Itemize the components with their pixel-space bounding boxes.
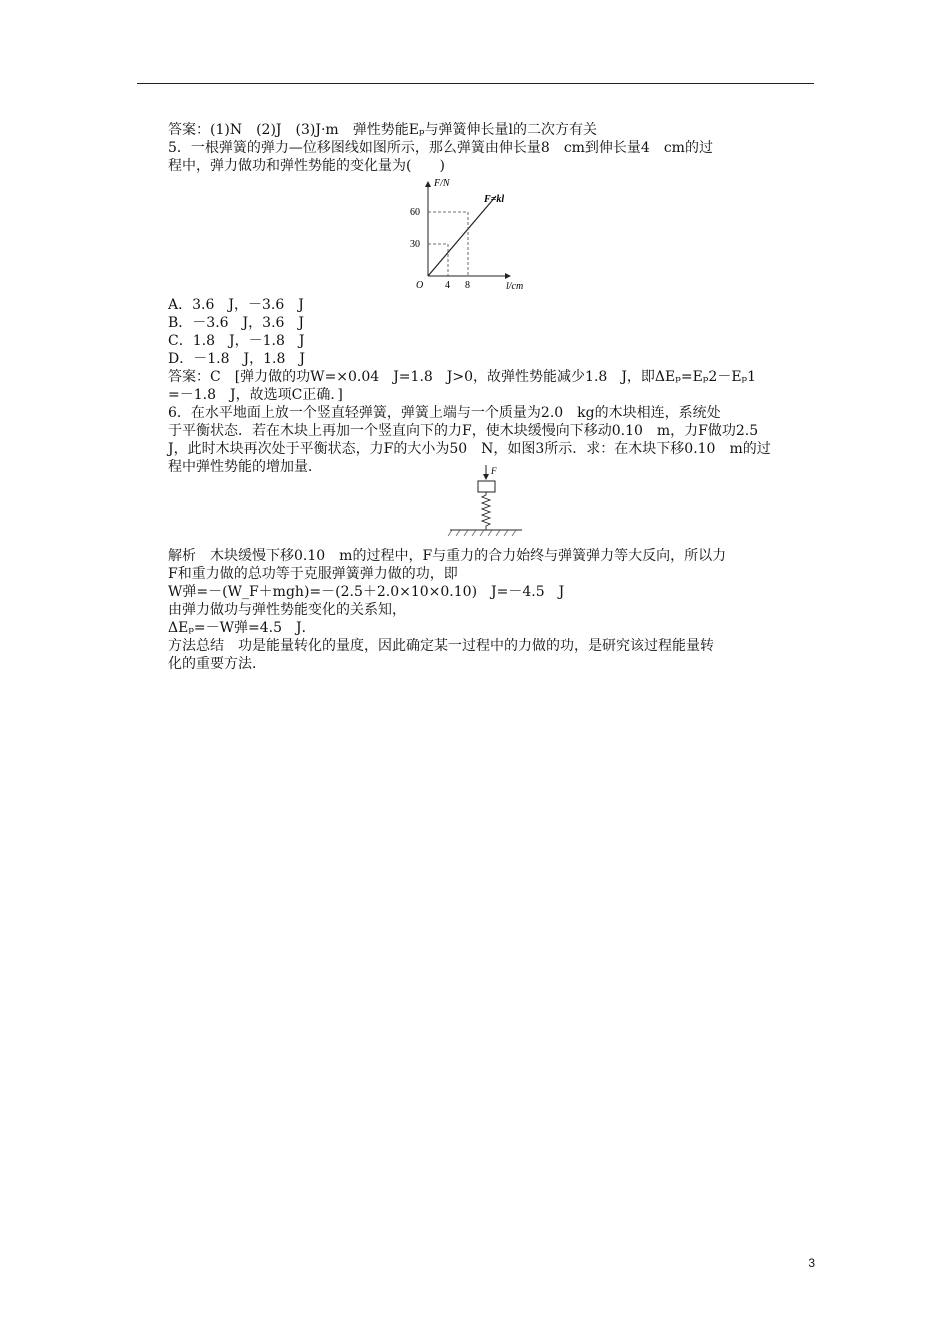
force-displacement-graph xyxy=(398,176,548,294)
origin-label: O xyxy=(416,280,424,291)
force-label: F xyxy=(491,466,497,476)
answer-5-line-1: 答案：C [弹力做的功W=×0.04 J=1.8 J>0，故弹性势能减少1.8 J，即ΔEₚ=Eₚ2－Eₚ1 xyxy=(168,369,757,385)
x-tick-8: 8 xyxy=(465,280,470,291)
answer-4: 答案：(1)N (2)J (3)J·m 弹性势能Eₚ与弹簧伸长量l的二次方有关 xyxy=(168,122,597,138)
page-number: 3 xyxy=(808,1256,815,1270)
option-d: D．－1.8 J，1.8 J xyxy=(168,351,305,367)
method-summary-line-1: 方法总结 功是能量转化的量度，因此确定某一过程中的力做的功，是研究该过程能量转 xyxy=(168,638,714,654)
spring xyxy=(482,492,490,530)
solution-line-3: W弹=－(W_F＋mgh)=－(2.5＋2.0×10×0.10) J=－4.5 J xyxy=(168,584,565,600)
question-6-line-1: 6．在水平地面上放一个竖直轻弹簧，弹簧上端与一个质量为2.0 kg的木块相连，系统处 xyxy=(168,405,721,421)
force-line xyxy=(428,196,496,276)
solution-line-1: 解析 木块缓慢下移0.10 m的过程中，F与重力的合力始终与弹簧弹力等大反向，所以力 xyxy=(168,548,727,564)
spring-block-figure xyxy=(446,462,526,544)
solution-line-5: ΔEₚ=－W弹=4.5 J． xyxy=(168,620,316,636)
x-tick-4: 4 xyxy=(445,280,450,291)
question-5-line-2: 程中，弹力做功和弹性势能的变化量为( ) xyxy=(168,158,445,174)
solution-line-2: F和重力做的总功等于克服弹簧弹力做的功，即 xyxy=(168,566,458,582)
answer-5-line-2: =－1.8 J，故选项C正确．] xyxy=(168,387,343,403)
option-c: C．1.8 J，－1.8 J xyxy=(168,333,305,349)
question-5-line-1: 5．一根弹簧的弹力—位移图线如图所示，那么弹簧由伸长量8 cm到伸长量4 cm的过 xyxy=(168,140,713,156)
line-label: F=kl xyxy=(484,194,505,205)
ground-hatch xyxy=(448,530,516,536)
y-axis-label: F/N xyxy=(434,178,450,189)
option-a: A．3.6 J，－3.6 J xyxy=(168,297,304,313)
x-axis-label: l/cm xyxy=(506,281,524,292)
option-b: B．－3.6 J，3.6 J xyxy=(168,315,305,331)
header-rule xyxy=(137,83,814,84)
method-summary-line-2: 化的重要方法． xyxy=(168,656,266,672)
y-tick-60: 60 xyxy=(410,207,420,218)
question-6-line-4: 程中弹性势能的增加量． xyxy=(168,459,322,475)
question-6-line-3: J，此时木块再次处于平衡状态，力F的大小为50 N，如图3所示．求：在木块下移0.10 m的过 xyxy=(168,441,771,457)
solution-line-4: 由弹力做功与弹性势能变化的关系知， xyxy=(168,602,406,618)
wooden-block xyxy=(478,481,495,492)
question-6-line-2: 于平衡状态．若在木块上再加一个竖直向下的力F，使木块缓慢向下移动0.10 m，力F做功2.5 xyxy=(168,423,759,439)
y-tick-30: 30 xyxy=(410,239,420,250)
